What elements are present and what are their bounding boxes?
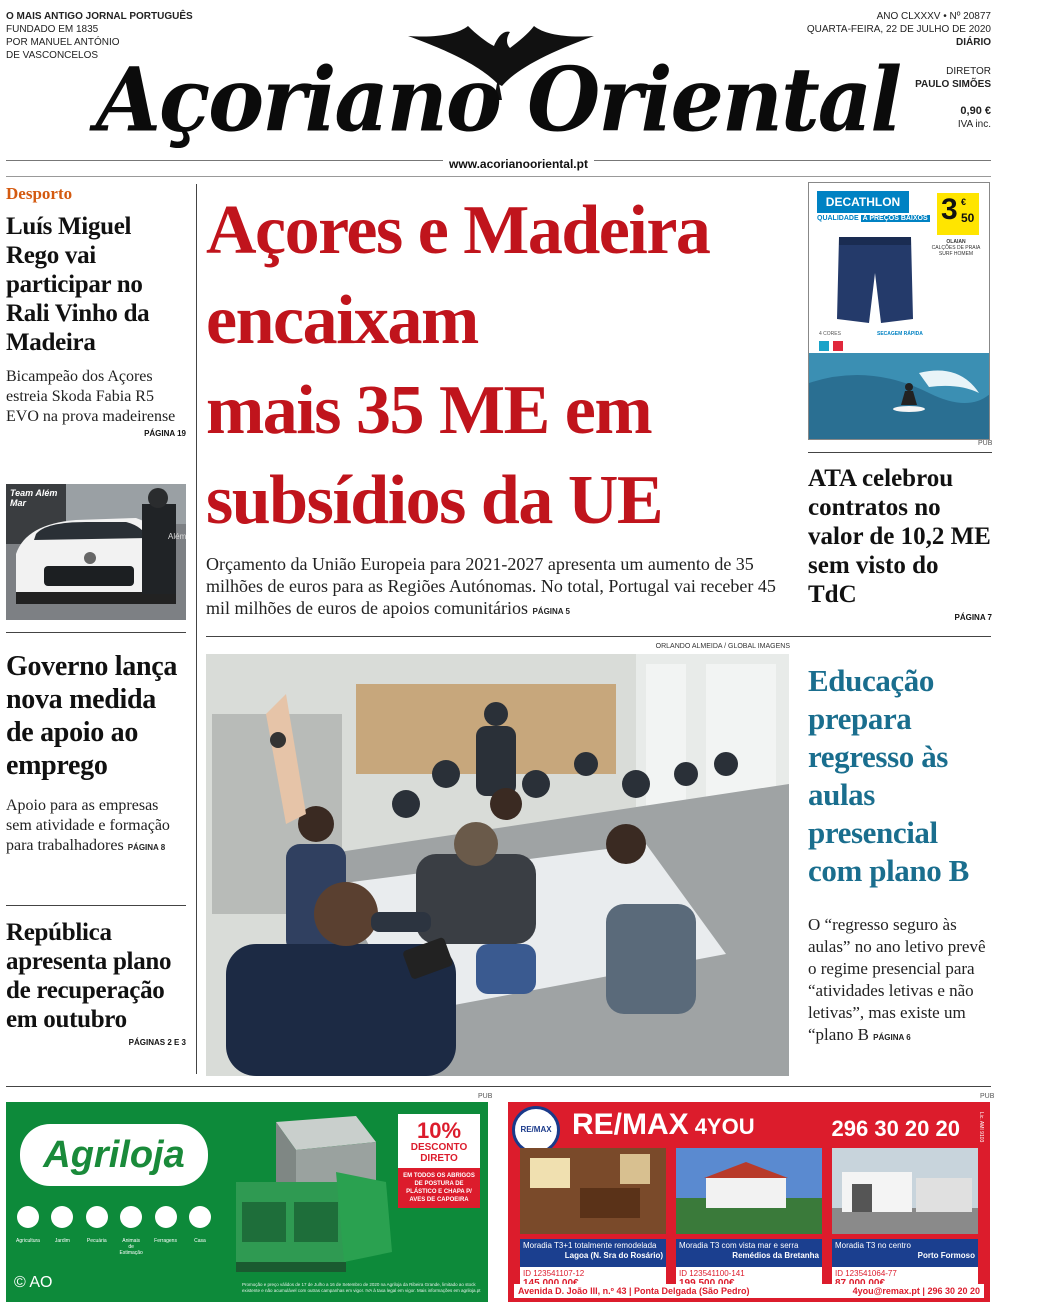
story-emprego (6, 650, 186, 858)
decathlon-tagline: QUALIDADE A PREÇOS BAIXOS (817, 215, 928, 222)
classroom-image (206, 654, 789, 1076)
car-door-text: Além (168, 532, 186, 541)
main-page: PÁGINA 5 (532, 607, 570, 616)
left-rule-1 (6, 632, 186, 633)
vat-note: IVA inc. (957, 119, 991, 130)
logo-text: Açoriano Oriental (95, 47, 901, 152)
remax-balloon-icon: RE/MAX (512, 1106, 560, 1154)
left-rule-2 (6, 905, 186, 906)
masthead-founder-1: POR MANUEL ANTÓNIO (6, 37, 120, 48)
director-label: DIRETOR (946, 66, 991, 77)
masthead-rule-lower (6, 176, 991, 177)
decathlon-price: 3 € 50 (937, 193, 979, 235)
section-desporto[interactable]: Desporto (6, 184, 73, 203)
masthead-tagline: O MAIS ANTIGO JORNAL PORTUGUÊS (6, 11, 193, 22)
pub-label-remax: PUB (980, 1093, 995, 1100)
property-card[interactable]: Moradia T3+1 totalmente remodelada Lagoa (N. Sra do Rosário) ID 123541107-12 (520, 1148, 666, 1295)
agriloja-copyright: © AO (14, 1274, 53, 1291)
property-card[interactable]: Moradia T3 com vista mar e serra Remédios da Bretanha ID 123541100-141 (676, 1148, 822, 1295)
property-image-bretanha (676, 1148, 822, 1234)
remax-address: Avenida D. João III, n.º 43 | Ponta Delgada (São Pedro) (518, 1286, 750, 1296)
column-divider (196, 184, 197, 1074)
decathlon-ad[interactable] (808, 182, 990, 440)
decathlon-product: OLAIAN CALÇÕES DE PRAIA SURF HOMEM (931, 239, 981, 257)
bottom-rule (6, 1086, 991, 1087)
agriloja-logo: Agriloja (20, 1124, 208, 1186)
decathlon-logo: DECATHLON (817, 191, 909, 213)
remax-brand: RE/MAX 4YOU (572, 1108, 755, 1141)
masthead-founded: FUNDADO EM 1835 (6, 24, 99, 35)
pecuaria-icon: Pecuária (85, 1206, 109, 1256)
agriloja-discount: 10% DESCONTO DIRETO EM TODOS OS ABRIGOS DE POSTURA DE PLÁSTICO E CHAPA P/ AVES DE CAPOEIRA (398, 1114, 480, 1208)
story-recuperacao-title[interactable]: República apresenta plano de recuperação em outubro (6, 919, 172, 1033)
jardim-icon: Jardim (50, 1206, 74, 1256)
main-subheadline: Orçamento da União Europeia para 2021-2027 apresenta um aumento de 35 milhões de euros para as Regiões Autónomas. No total, Portugal vai receber 45 mil milhões de euros de apoios comunitários PÁGINA 5 (206, 554, 776, 618)
decathlon-colors-label: 4 CORES (819, 331, 841, 337)
agriloja-icons (16, 1206, 212, 1256)
property-image-lagoa (520, 1148, 666, 1234)
story-ata-page: PÁGINA 7 (954, 613, 992, 622)
issue-date: QUARTA-FEIRA, 22 DE JULHO DE 2020 (806, 24, 991, 35)
decathlon-feature: SECAGEM RÁPIDA (877, 331, 923, 337)
issue-number: ANO CLXXXV • Nº 20877 (876, 11, 991, 22)
frequency: DIÁRIO (956, 37, 991, 48)
story-emprego-page: PÁGINA 8 (127, 843, 166, 852)
story-educacao-sub: O “regresso seguro às aulas” no ano letivo prevê o regime presencial para “atividades letivas e não letivas”, mas existe um “plano B PÁGINA 6 (808, 915, 986, 1044)
story-rali-title[interactable]: Luís Miguel Rego vai participar no Rali Vinho da Madeira (6, 213, 150, 356)
photo-credit: ORLANDO ALMEIDA / GLOBAL IMAGENS (655, 643, 790, 650)
ferramentas-icon: Ferragens (154, 1206, 178, 1256)
remax-footer (514, 1284, 984, 1298)
agricultura-icon: Agricultura (16, 1206, 40, 1256)
agriloja-fine-print: Promoção e preço válidos de 17 de Julho a 16 de Setembro de 2020 na Agriloja da Ribeira Grande, limitado ao stock existente e não acumulável com outras campanhas em vigor. IVA à taxa legal em vigor. Mais informações em agriloja.pt (242, 1282, 481, 1293)
story-rali-sub: Bicampeão dos Açores estreia Skoda Fabia R5 EVO na prova madeirense (6, 368, 176, 425)
story-rali-page: PÁGINA 19 (144, 429, 186, 438)
casa-icon: Casa (188, 1206, 212, 1256)
story-recuperacao (6, 918, 186, 1047)
main-rule (206, 636, 991, 637)
classroom-photo[interactable] (206, 654, 789, 1076)
remax-license: Lic. AMI 9103 (978, 1112, 984, 1143)
right-rule-1 (808, 452, 992, 453)
remax-ad[interactable] (508, 1102, 990, 1302)
pub-label-agriloja: PUB (478, 1093, 493, 1100)
surf-image (809, 353, 990, 440)
story-educacao-title[interactable]: Educação prepara regresso às aulas presencial com plano B (808, 663, 969, 888)
animais-icon: Animais de Estimação (119, 1206, 143, 1256)
pub-label-decathlon: PUB (978, 440, 993, 447)
remax-contact[interactable]: 4you@remax.pt | 296 30 20 20 (852, 1286, 980, 1296)
price: 0,90 € (960, 105, 991, 117)
property-card[interactable]: Moradia T3 no centro Porto Formoso ID 123541064-77 (832, 1148, 978, 1295)
rally-car-photo[interactable] (6, 484, 186, 620)
nesting-box-image (226, 1112, 396, 1280)
story-ata (808, 464, 992, 622)
shorts-icon (835, 233, 915, 325)
property-image-porto-formoso (832, 1148, 978, 1234)
story-educacao-page: PÁGINA 6 (873, 1033, 911, 1042)
masthead-founder-2: DE VASCONCELOS (6, 50, 99, 61)
director-name: PAULO SIMÕES (915, 79, 991, 90)
website-url[interactable]: www.acorianooriental.pt (0, 157, 1037, 171)
swatch-blue (819, 341, 829, 351)
remax-phone[interactable]: 296 30 20 20 (831, 1116, 960, 1141)
left-column (6, 184, 186, 438)
main-headline[interactable]: Açores e Madeira encaixam mais 35 ME em subsídios da UE (206, 192, 710, 539)
story-emprego-sub: Apoio para as empresas sem atividade e formação para trabalhadores PÁGINA 8 (6, 797, 170, 854)
agriloja-ad[interactable] (6, 1102, 488, 1302)
story-ata-title[interactable]: ATA celebrou contratos no valor de 10,2 ME sem visto do TdC (808, 465, 991, 608)
newspaper-logo[interactable] (88, 36, 908, 154)
story-emprego-title[interactable]: Governo lança nova medida de apoio ao emprego (6, 651, 178, 781)
car-team-text: Team Além Mar (10, 488, 58, 508)
swatch-red (833, 341, 843, 351)
story-recuperacao-page: PÁGINAS 2 E 3 (128, 1038, 186, 1047)
